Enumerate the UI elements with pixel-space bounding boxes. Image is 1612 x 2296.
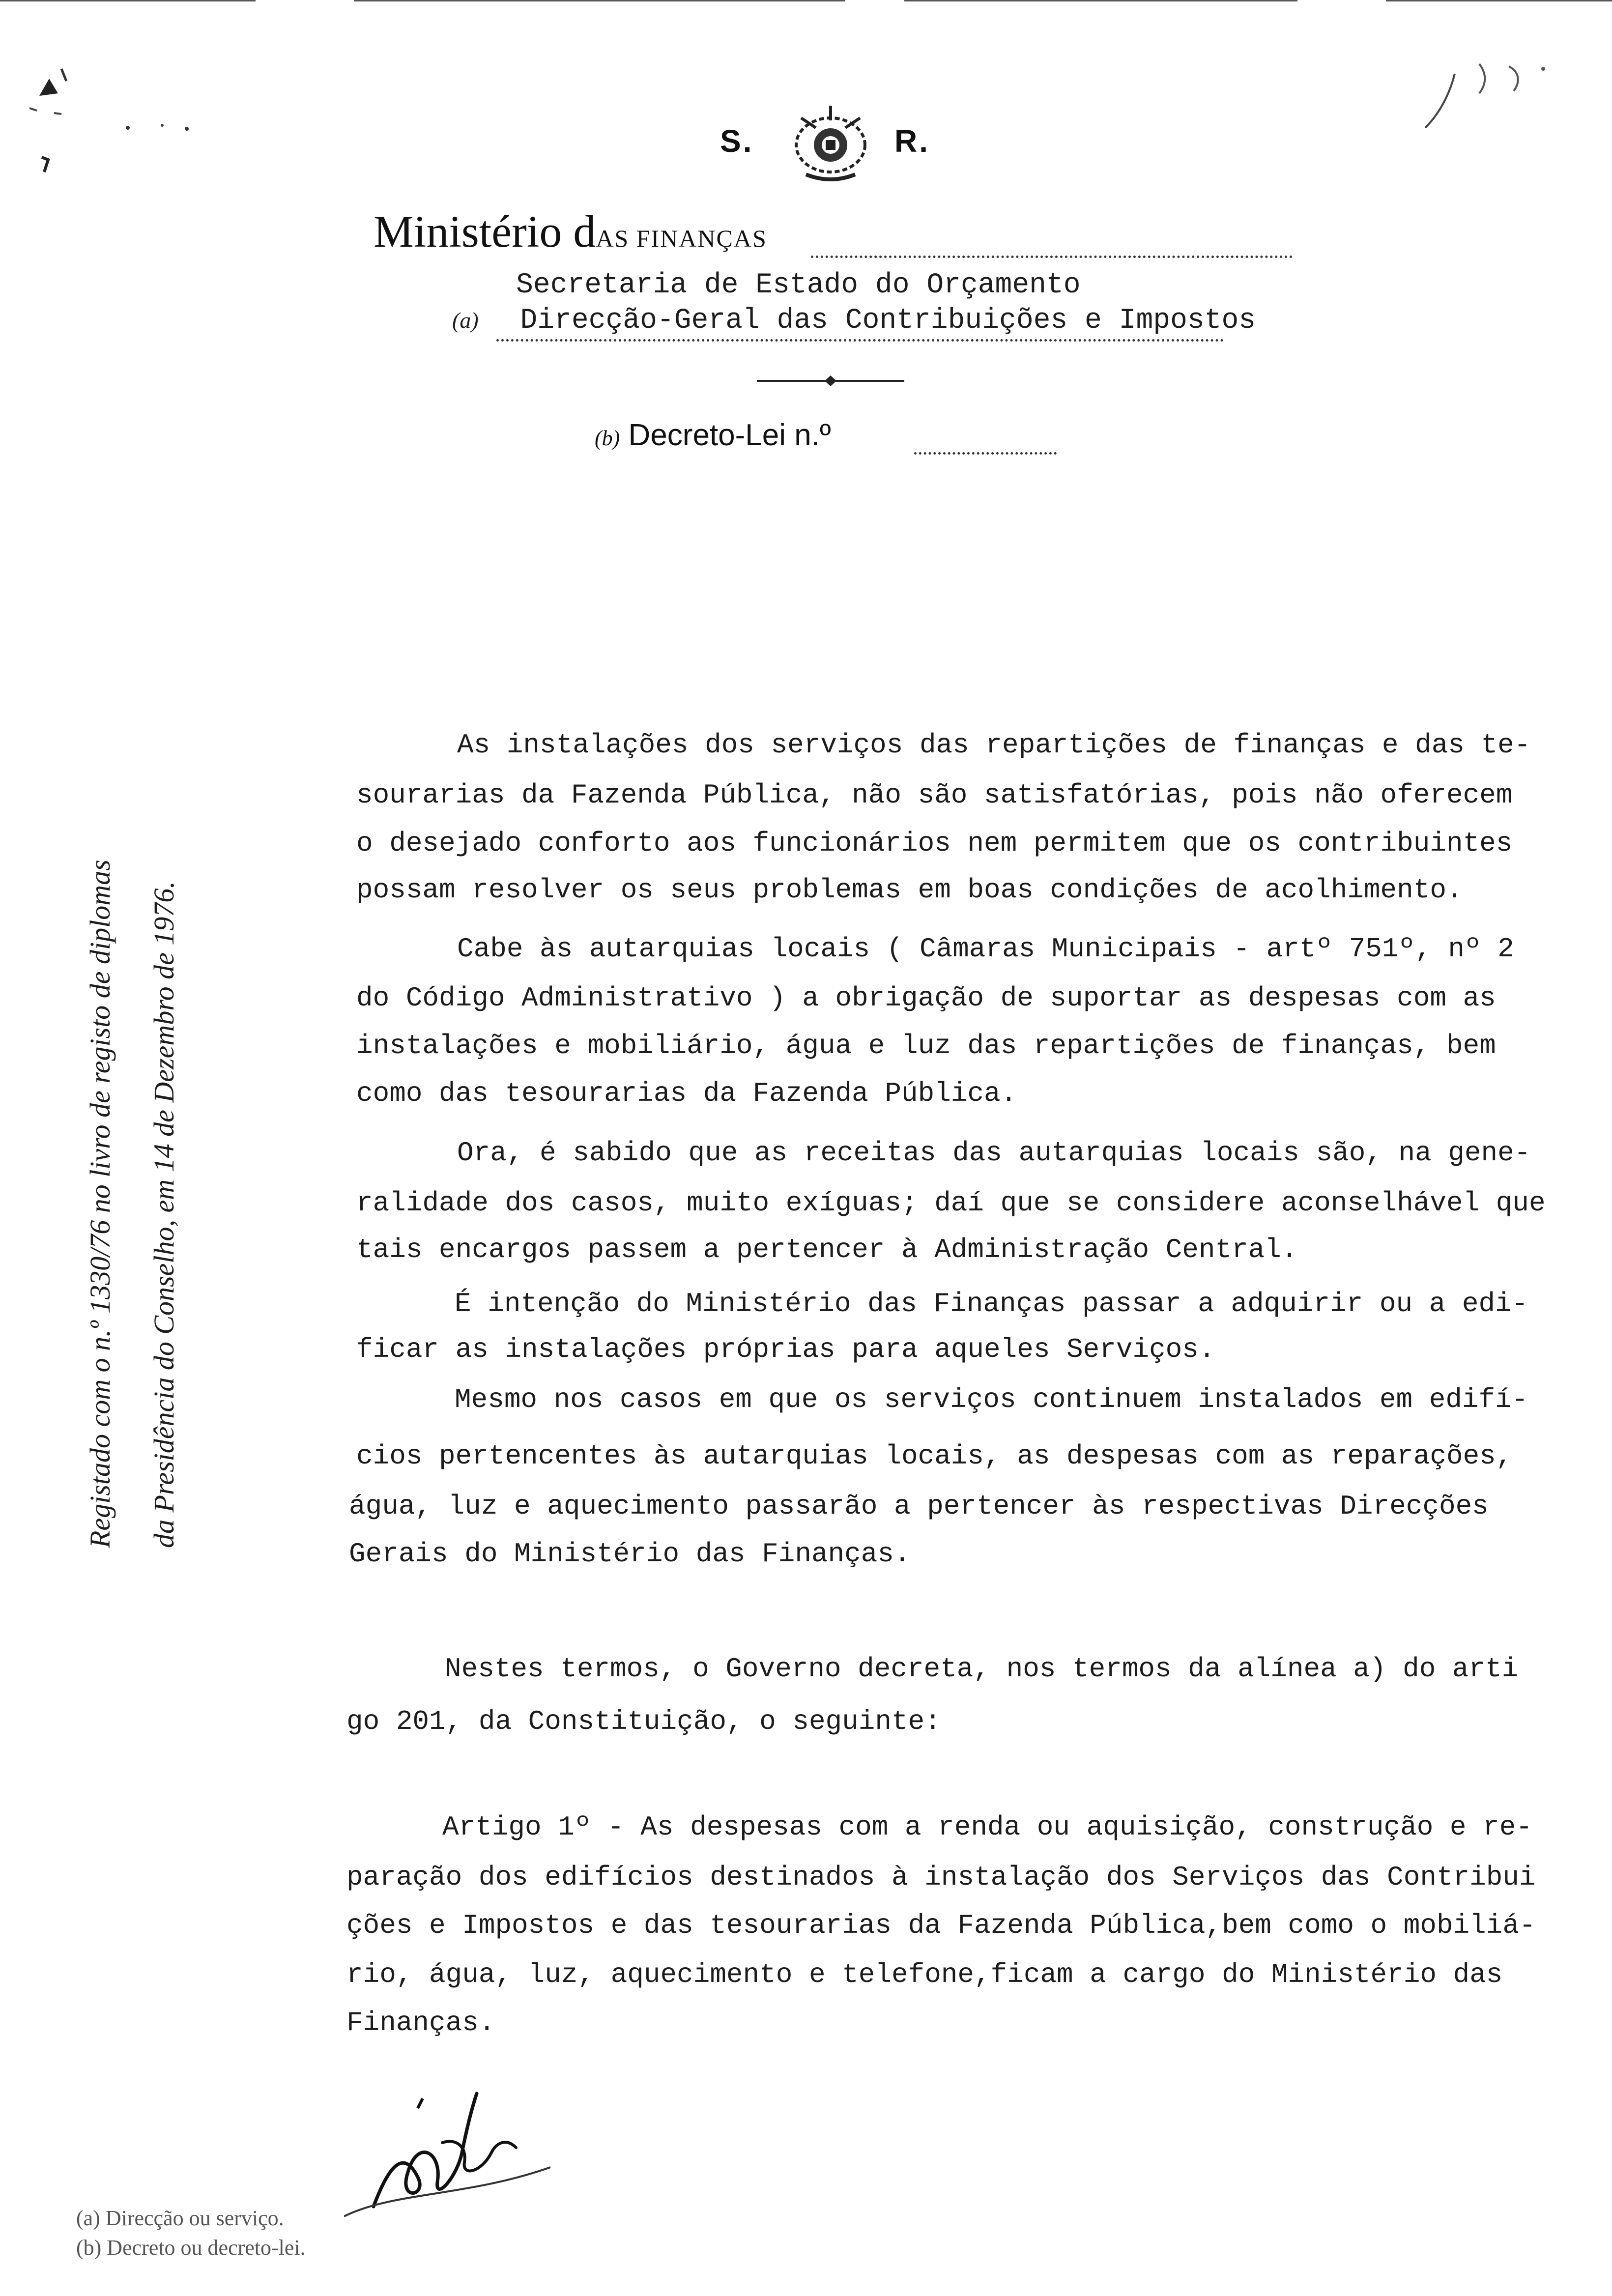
footnote-a: (a) Direcção ou serviço. (76, 2206, 284, 2230)
margin-registration-line2: da Presidência do Conselho, em 14 de Dezembro de 1976. (148, 881, 180, 1548)
margin-registration-line1: Registado com o n.º 1330/76 no livro de registo de diplomas (84, 860, 116, 1548)
coat-of-arms-icon (786, 98, 875, 187)
text-line: go 201, da Constituição, o seguinte: (346, 1706, 941, 1737)
text-line: cios pertencentes às autarquias locais, as despesas com as reparações, (356, 1440, 1513, 1472)
text-line: É intenção do Ministério das Finanças passar a adquirir ou a edi- (455, 1288, 1528, 1320)
stamp-fragment (1396, 54, 1563, 147)
text-line: do Código Administrativo ) a obrigação de suportar as despesas com as (356, 982, 1496, 1014)
text-line: instalações e mobiliário, água e luz das repartições de finanças, bem (356, 1030, 1496, 1062)
text-line: ções e Impostos e das tesourarias da Fazenda Pública,bem como o mobiliá- (346, 1910, 1536, 1941)
text-line: paração dos edifícios destinados à instalação dos Serviços das Contribui (346, 1862, 1536, 1893)
text-line: rio, água, luz, aquecimento e telefone,ficam a cargo do Ministério das (346, 1959, 1503, 1990)
text-line: como das tesourarias da Fazenda Pública. (356, 1078, 1017, 1109)
text-line: Artigo 1º - As despesas com a renda ou aquisição, construção e re- (442, 1811, 1532, 1843)
directorate-name: Direcção-Geral das Contribuições e Impostos (520, 305, 1256, 337)
scan-border (1386, 0, 1612, 1)
text-line: possam resolver os seus problemas em boas condições de acolhimento. (356, 874, 1463, 906)
text-line: Nestes termos, o Governo decreta, nos termos da alínea a) do arti (445, 1653, 1519, 1685)
text-line: Cabe às autarquias locais ( Câmaras Municipais - artº 751º, nº 2 (457, 933, 1514, 965)
text-line: Finanças. (346, 2007, 495, 2038)
text-line: água, luz e aquecimento passarão a pertencer às respectivas Direcções (349, 1491, 1489, 1522)
text-line: sourarias da Fazenda Pública, não são satisfatórias, pois não oferecem (356, 779, 1513, 811)
ministry-word: Ministério d (374, 206, 596, 257)
footnote-marker-b: (b) (595, 426, 620, 450)
handwritten-signature (344, 2079, 580, 2231)
scan-border (0, 0, 256, 1)
text-line: As instalações dos serviços das repartições de finanças e das te- (457, 729, 1531, 761)
footnote-b: (b) Decreto ou decreto-lei. (76, 2236, 306, 2260)
decree-label: Decreto-Lei n.º (628, 418, 831, 452)
decree-heading (595, 418, 831, 453)
divider-ornament (757, 373, 904, 388)
ministry-title (374, 205, 767, 258)
text-line: Ora, é sabido que as receitas das autarquias locais são, na gene- (457, 1137, 1531, 1169)
ministry-suffix: AS FINANÇAS (596, 225, 767, 252)
footnote-marker-a: (a) (452, 308, 479, 333)
text-line: Mesmo nos casos em que os serviços continuem instalados em edifí- (455, 1384, 1528, 1415)
scan-border (354, 0, 845, 1)
text-line: Gerais do Ministério das Finanças. (349, 1538, 911, 1570)
text-line: o desejado conforto aos funcionários nem permitem que os contribuintes (356, 828, 1513, 859)
text-line: ficar as instalações próprias para aqueles Serviços. (356, 1334, 1215, 1365)
directorate-line (452, 305, 1256, 337)
decree-number-blank (914, 452, 1057, 455)
dotted-rule (811, 256, 1293, 258)
scan-marks (20, 59, 79, 206)
secretariat-line: Secretaria de Estado do Orçamento (516, 269, 1081, 301)
scan-border (904, 0, 1297, 1)
dotted-rule (496, 339, 1224, 342)
text-line: tais encargos passem a pertencer à Administração Central. (356, 1234, 1298, 1265)
header-s-letter: S. (720, 123, 754, 159)
header-r-letter: R. (894, 123, 930, 159)
scan-marks (118, 118, 206, 138)
text-line: ralidade dos casos, muito exíguas; daí que se considere aconselhável que (356, 1187, 1546, 1219)
